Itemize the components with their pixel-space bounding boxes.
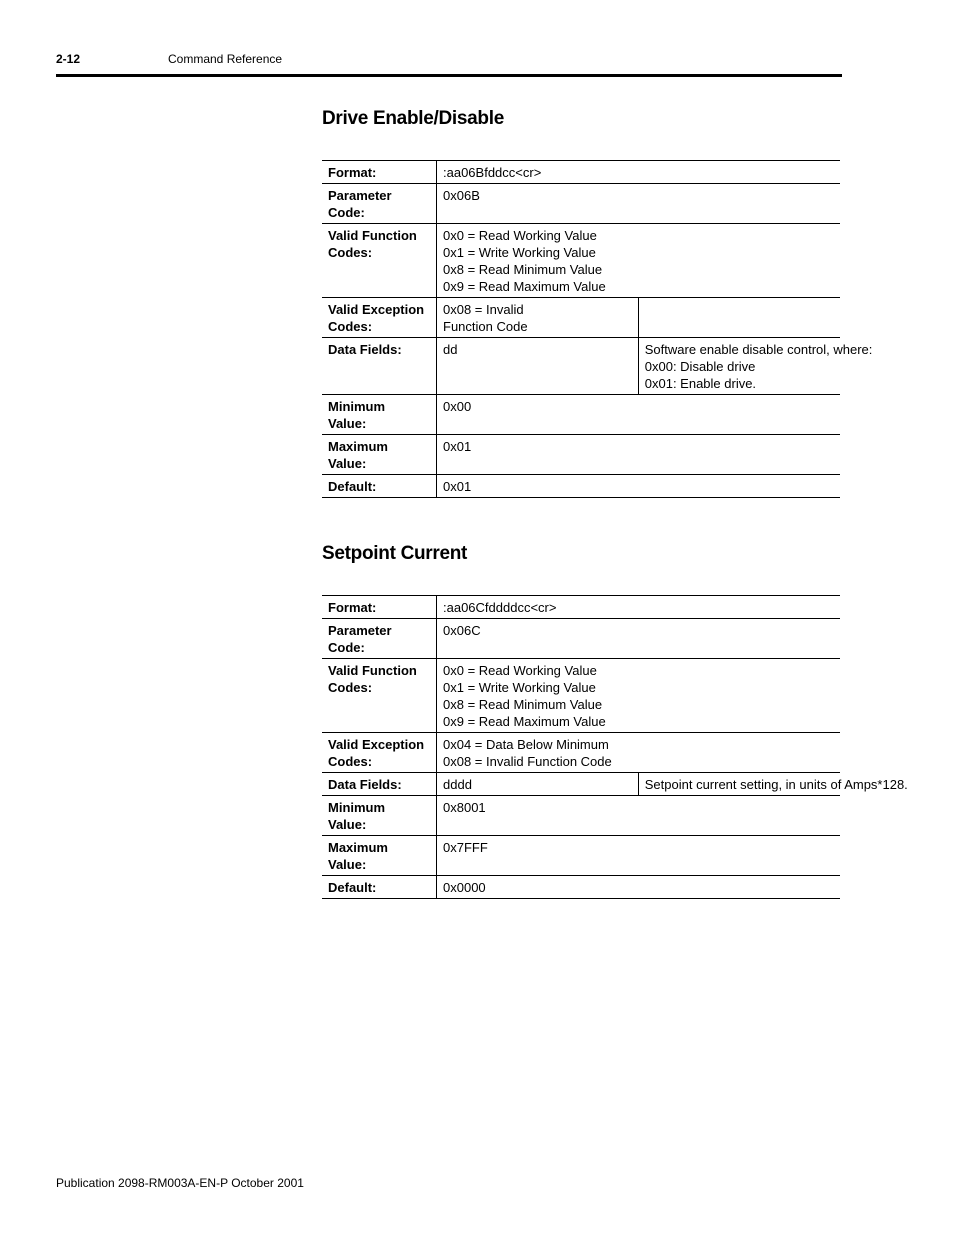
- format-label: Format:: [322, 596, 437, 619]
- default-value: 0x0000: [437, 876, 841, 899]
- table-row: [322, 435, 840, 475]
- minimum-value-label: Minimum Value:: [322, 395, 437, 435]
- data-field-description: Software enable disable control, where: 0x00: Disable drive 0x01: Enable drive.: [638, 338, 840, 395]
- default-label: Default:: [322, 876, 437, 899]
- maximum-value-label: Maximum Value:: [322, 435, 437, 475]
- valid-exception-codes-label: Valid Exception Codes:: [322, 733, 437, 773]
- header-rule: [56, 74, 842, 77]
- data-field-name: dddd: [437, 773, 639, 796]
- publication-footer: Publication 2098-RM003A-EN-P October 2001: [56, 1176, 304, 1190]
- section-title-setpoint-current: Setpoint Current: [322, 543, 468, 564]
- maximum-value: 0x01: [437, 435, 841, 475]
- parameter-code-value: 0x06C: [437, 619, 841, 659]
- minimum-value: 0x00: [437, 395, 841, 435]
- table-row: [322, 224, 840, 298]
- minimum-value-label: Minimum Value:: [322, 796, 437, 836]
- parameter-code-label: Parameter Code:: [322, 184, 437, 224]
- table-row: [322, 161, 840, 184]
- format-label: Format:: [322, 161, 437, 184]
- section-name: Command Reference: [168, 52, 283, 66]
- default-value: 0x01: [437, 475, 841, 498]
- valid-function-codes-label: Valid Function Codes:: [322, 224, 437, 298]
- empty-cell: [638, 298, 840, 338]
- table-row: [322, 733, 840, 773]
- valid-exception-codes-label: Valid Exception Codes:: [322, 298, 437, 338]
- page-number: 2-12: [56, 52, 81, 66]
- table-row: [322, 338, 840, 395]
- default-label: Default:: [322, 475, 437, 498]
- table-row: [322, 395, 840, 435]
- drive-enable-table: [322, 160, 873, 498]
- data-field-name: dd: [437, 338, 639, 395]
- format-value: :aa06Bfddcc<cr>: [437, 161, 841, 184]
- table-row: [322, 298, 840, 338]
- valid-function-codes-value: 0x0 = Read Working Value 0x1 = Write Working Value 0x8 = Read Minimum Value 0x9 = Read Maximum Value: [437, 224, 841, 298]
- valid-exception-codes-value: 0x04 = Data Below Minimum 0x08 = Invalid Function Code: [437, 733, 841, 773]
- parameter-code-label: Parameter Code:: [322, 619, 437, 659]
- format-value: :aa06Cfddddcc<cr>: [437, 596, 841, 619]
- data-fields-label: Data Fields:: [322, 773, 437, 796]
- table-row: [322, 475, 840, 498]
- minimum-value: 0x8001: [437, 796, 841, 836]
- table-row: [322, 836, 840, 876]
- section-title-drive-enable: Drive Enable/Disable: [322, 108, 504, 129]
- setpoint-current-table: [322, 595, 908, 899]
- table-row: [322, 876, 840, 899]
- valid-function-codes-value: 0x0 = Read Working Value 0x1 = Write Working Value 0x8 = Read Minimum Value 0x9 = Read Maximum Value: [437, 659, 841, 733]
- data-fields-label: Data Fields:: [322, 338, 437, 395]
- maximum-value-label: Maximum Value:: [322, 836, 437, 876]
- data-field-description: Setpoint current setting, in units of Amps*128.: [638, 773, 840, 796]
- table-row: [322, 773, 840, 796]
- valid-exception-codes-value: 0x08 = Invalid Function Code: [437, 298, 639, 338]
- table-row: [322, 659, 840, 733]
- table-row: [322, 596, 840, 619]
- valid-function-codes-label: Valid Function Codes:: [322, 659, 437, 733]
- table-row: [322, 619, 840, 659]
- maximum-value: 0x7FFF: [437, 836, 841, 876]
- table-row: [322, 184, 840, 224]
- table-row: [322, 796, 840, 836]
- parameter-code-value: 0x06B: [437, 184, 841, 224]
